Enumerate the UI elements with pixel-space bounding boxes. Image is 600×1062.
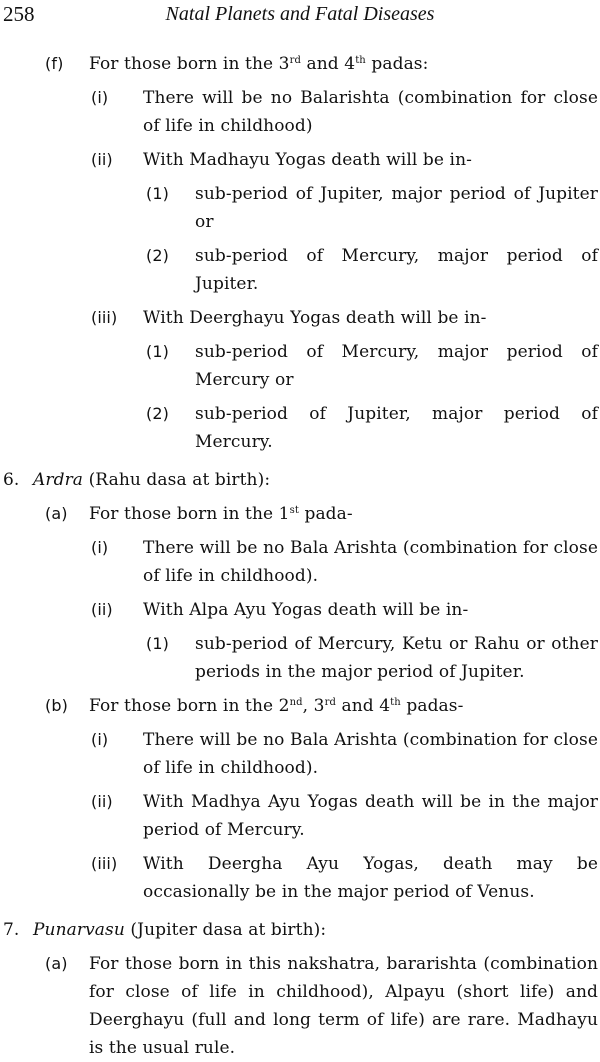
item-marker: (1) [146,184,169,203]
item-marker: (a) [45,504,68,523]
section-title: Ardra (Rahu dasa at birth): [33,470,271,490]
item-f-ii [0,146,600,174]
item-f-iii-2 [0,400,600,456]
running-title: Natal Planets and Fatal Diseases [165,3,435,25]
item-marker: (a) [45,954,68,973]
section-number: 7. [3,920,20,940]
item-marker: (iii) [91,854,118,873]
item-text: There will be no Bala Arishta (combination for close of life in childhood). [143,730,598,778]
item-text: With Madhya Ayu Yogas death will be in the major period of Mercury. [143,792,598,840]
page-body [0,50,600,1062]
section-title: Punarvasu (Jupiter dasa at birth): [33,920,327,940]
item-marker: (i) [91,730,109,749]
nakshatra-name: Punarvasu [33,920,125,940]
item-text: sub-period of Mercury, major period of Mercury or [195,342,598,390]
item-marker: (i) [91,88,109,107]
item-f-ii-2 [0,242,600,298]
item-marker: (2) [146,246,169,265]
item-f-ii-1 [0,180,600,236]
item-marker: (b) [45,696,68,715]
item-marker: (i) [91,538,109,557]
item-text: With Deerghayu Yogas death will be in- [143,308,487,328]
item-6b-iii [0,850,600,906]
item-text: There will be no Bala Arishta (combination for close of life in childhood). [143,538,598,586]
item-f-iii-1 [0,338,600,394]
item-f-i [0,84,600,140]
item-text: For those born in the 3rd and 4th padas: [89,54,429,74]
section-number: 6. [3,470,20,490]
item-6a [0,500,600,528]
item-marker: (f) [45,54,64,73]
item-text: With Deergha Ayu Yogas, death may be occasionally be in the major period of Venus. [143,854,598,902]
item-text: With Alpa Ayu Yogas death will be in- [143,600,469,620]
item-marker: (ii) [91,150,113,169]
page-header [0,2,600,28]
nakshatra-name: Ardra [33,470,84,490]
item-text: There will be no Balarishta (combination for close of life in childhood) [143,88,598,136]
item-marker: (iii) [91,308,118,327]
item-6b-i [0,726,600,782]
item-marker: (1) [146,634,169,653]
item-marker: (ii) [91,792,113,811]
section-7-heading [0,916,600,944]
item-text: sub-period of Mercury, Ketu or Rahu or other periods in the major period of Jupiter. [195,634,598,682]
item-text: With Madhayu Yogas death will be in- [143,150,472,170]
item-text: For those born in this nakshatra, bararishta (combination for close of life in childhood), Alpayu (short life) and Deerghayu (full and long term of life) are rare. Madhayu is the usual rule. [89,954,598,1058]
section-6-heading [0,466,600,494]
item-marker: (ii) [91,600,113,619]
item-7a [0,950,600,1062]
item-6a-i [0,534,600,590]
item-6a-ii [0,596,600,624]
item-text: sub-period of Jupiter, major period of Mercury. [195,404,598,452]
item-text: For those born in the 2nd, 3rd and 4th padas- [89,696,464,716]
item-6b-ii [0,788,600,844]
item-marker: (1) [146,342,169,361]
item-text: sub-period of Jupiter, major period of Jupiter or [195,184,598,232]
item-6b [0,692,600,720]
item-marker: (2) [146,404,169,423]
item-f-iii [0,304,600,332]
item-6a-ii-1 [0,630,600,686]
item-text: For those born in the 1st pada- [89,504,353,524]
item-f [0,50,600,78]
page-number: 258 [3,2,35,26]
item-text: sub-period of Mercury, major period of Jupiter. [195,246,598,294]
